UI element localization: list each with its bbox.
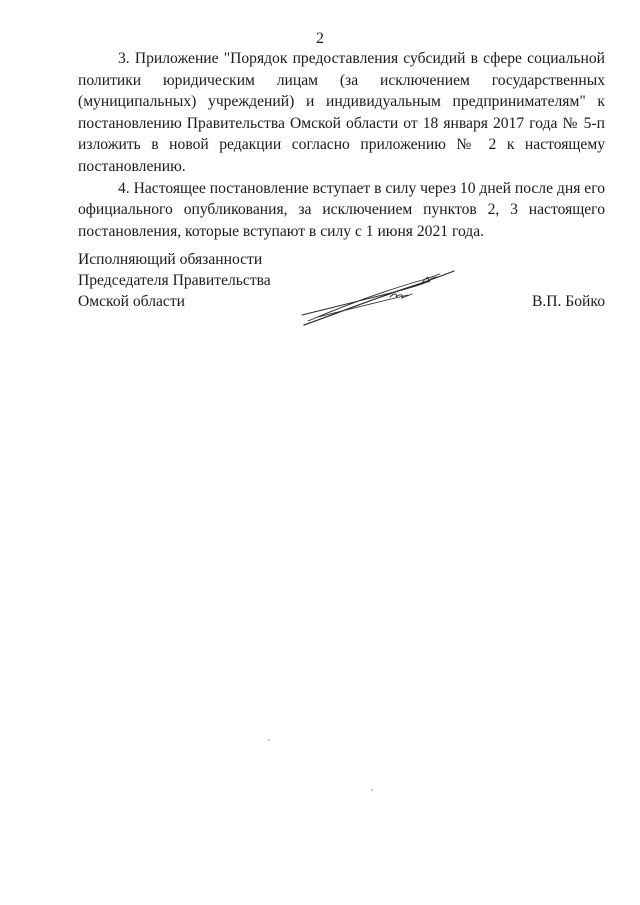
page-number: 2 bbox=[316, 30, 324, 47]
document-body bbox=[78, 48, 605, 242]
paragraph-3: 3. Приложение "Порядок предоставления субсидий в сфере социальной политики юридическим лицам (за исключением государственных (муниципальных) учреждений) и индивидуальным предпринимателям" к постановлению Правительства Омской области от 18 января 2017 года № 5-п изложить в новой редакции согласно приложению № 2 к настоящему постановлению. bbox=[78, 50, 605, 175]
paragraph-4: 4. Настоящее постановление вступает в силу через 10 дней после дня его официального опубликования, за исключением пунктов 2, 3 настоящего постановления, которые вступают в силу с 1 июня 2021 года. bbox=[78, 179, 605, 240]
signer-title-line-1: Исполняющий обязанности bbox=[78, 251, 263, 268]
signature-block bbox=[78, 249, 605, 339]
scan-speck bbox=[268, 739, 270, 741]
signer-title-line-2: Председателя Правительства bbox=[78, 272, 271, 289]
handwritten-signature bbox=[298, 263, 458, 333]
signer-title-line-3: Омской области bbox=[78, 293, 186, 310]
scan-speck bbox=[371, 789, 373, 791]
signer-name: В.П. Бойко bbox=[531, 293, 605, 310]
